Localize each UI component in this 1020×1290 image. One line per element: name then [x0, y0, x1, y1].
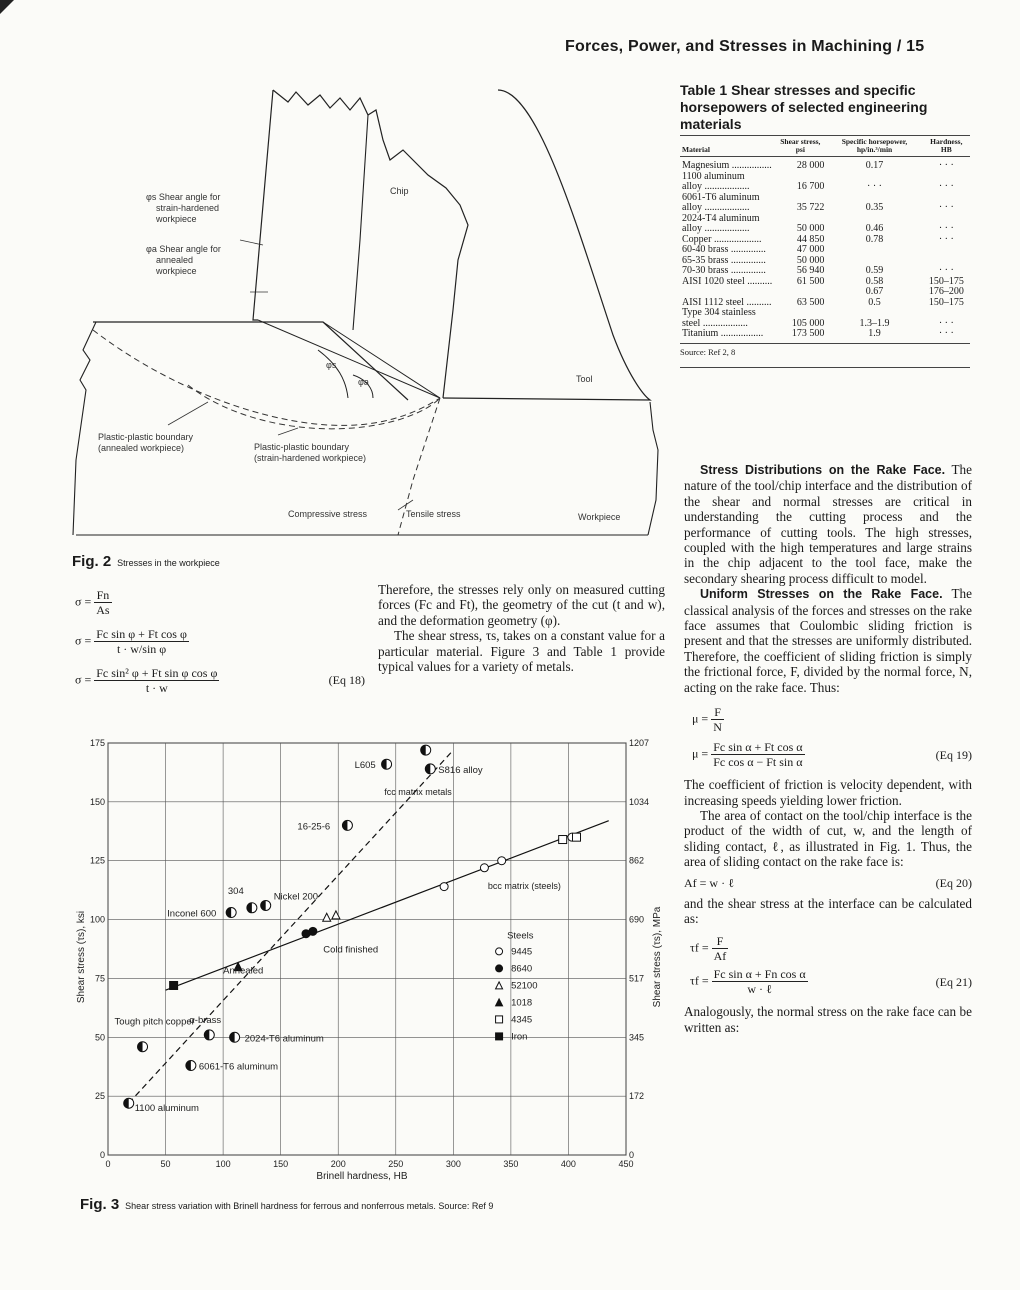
table-cell: 0.67	[865, 286, 884, 297]
legend-title: Steels	[507, 930, 534, 942]
mid-para-2: The shear stress, τs, takes on a constant value for a particular material. Figure 3 and Table 1 provide typical values for a variety of metals.	[378, 628, 665, 675]
eq19-tag: (Eq 19)	[935, 748, 972, 763]
chart-labels	[115, 760, 561, 1114]
table-cell: 65-35 brass ..............	[682, 254, 766, 266]
table-cell: 2024-T4 aluminum	[682, 212, 760, 224]
table-cell	[680, 287, 774, 298]
table1-header-shear: Shear stress, psi	[780, 137, 821, 154]
para-shear-interface: and the shear stress at the interface can be calculated as:	[684, 895, 972, 926]
table-cell: 61 500	[796, 275, 825, 287]
label-tensile: Tensile stress	[406, 509, 461, 519]
table-cell: 28 000	[796, 160, 825, 171]
data-point	[170, 981, 178, 989]
table-cell: 50 000	[796, 223, 825, 234]
table1-header-material: Material	[682, 145, 710, 154]
label-phi-a-mark: φa	[358, 377, 369, 387]
table-cell: 60-40 brass ..............	[682, 244, 766, 255]
data-point	[204, 1030, 209, 1040]
table-cell: 173 500	[791, 328, 825, 339]
table-cell: 105 000	[791, 317, 825, 329]
fig3-chart	[70, 735, 663, 1185]
table-cell: 0.46	[865, 223, 884, 234]
table-row	[680, 203, 970, 214]
eq18-l1-den: As	[96, 603, 110, 617]
chip-outline	[273, 90, 468, 398]
eq19b-num: Fc sin α + Ft cos α	[713, 740, 803, 755]
y2-tick-label: 172	[629, 1091, 645, 1102]
eq21b-num: Fc sin α + Fn cos α	[713, 967, 806, 982]
y2-tick-label: 0	[629, 1150, 635, 1160]
table-cell: 70-30 brass ..............	[682, 265, 766, 276]
table-row	[680, 245, 970, 256]
table-cell: · · ·	[938, 181, 954, 192]
table-cell: AISI 1020 steel ..........	[682, 275, 773, 287]
legend-marker	[496, 1033, 503, 1040]
y2-tick-label: 517	[629, 973, 645, 984]
tool-outline	[443, 90, 650, 400]
fig3-caption-text: Shear stress variation with Brinell hardness for ferrous and nonferrous metals. Source: Ref 9	[125, 1201, 494, 1211]
fig2-caption-text: Stresses in the workpiece	[117, 558, 220, 568]
table1-header-hp: Specific horsepower, hp/in.³/min	[841, 137, 908, 154]
table-cell: · · ·	[938, 160, 954, 171]
data-point	[382, 759, 387, 769]
material-label: 16-25-6	[297, 821, 331, 833]
data-point	[421, 745, 426, 755]
material-label: 2024-T6 aluminum	[244, 1033, 324, 1045]
legend-marker	[496, 965, 503, 972]
boundary-strain	[188, 385, 440, 429]
annotation-label: Cold finished	[323, 944, 379, 956]
x-tick-label: 0	[105, 1159, 111, 1169]
table-cell: · · ·	[938, 328, 954, 339]
data-point	[138, 1042, 143, 1052]
data-point	[480, 864, 488, 872]
material-label: 6061-T6 aluminum	[198, 1061, 279, 1073]
table-cell: 63 500	[796, 296, 825, 308]
chart-fit-lines	[129, 750, 609, 1103]
mid-paragraph	[378, 582, 665, 674]
fig2-caption-num: Fig. 2	[72, 553, 112, 570]
x-tick-label: 350	[503, 1159, 519, 1169]
label-phi-s: φs Shear angle for strain-hardened workpiece	[146, 192, 221, 224]
table-cell: 0.5	[868, 296, 881, 308]
page-corner-mark	[0, 0, 14, 14]
eq21-tag: (Eq 21)	[935, 975, 972, 990]
para-contact-area: The area of contact on the tool/chip interface is the product of the width of cut, w, and the length of sliding contact, ℓ, as illustrated in Fig. 1. Thus, the area of sliding contact on the rake face is:	[684, 807, 972, 870]
heading-uniform-stresses: Uniform Stresses on the Rake Face.	[700, 587, 943, 602]
table-cell: Copper ...................	[682, 233, 762, 245]
table-row	[680, 266, 970, 277]
table-cell	[826, 308, 922, 319]
y2-tick-label: 1034	[629, 796, 650, 807]
para-stress-distributions: The nature of the tool/chip interface and the distribution of the shear and normal stresses are critical in understanding the cutting process and the performance of cutting tools. The high stresses, coupled with the high temperatures and large strains in the chip adjacent to the tool face, make the secondary shearing process difficult to model.	[684, 462, 972, 586]
eq19a-num: F	[711, 705, 724, 720]
fit-line	[129, 750, 454, 1103]
eq18-l3-den: t · w	[145, 681, 168, 695]
table-cell: · · ·	[938, 202, 954, 213]
eq19a-den: N	[713, 720, 722, 735]
table-cell: · · ·	[938, 223, 954, 234]
legend-label: 1018	[511, 997, 533, 1009]
table-cell: steel ..................	[682, 317, 748, 329]
table-cell: 56 940	[796, 265, 825, 276]
eq18-block	[75, 588, 365, 695]
label-phi-s-mark: φs	[326, 360, 337, 370]
workpiece-right-edge	[648, 402, 658, 535]
legend-marker	[496, 999, 503, 1006]
x-tick-label: 200	[330, 1159, 346, 1169]
eq18-l3-lhs: σ =	[75, 672, 92, 687]
material-label: Nickel 200	[273, 891, 319, 903]
y2-tick-label: 862	[629, 855, 645, 866]
boundary-annealed	[93, 330, 440, 425]
table-cell: Type 304 stainless	[682, 307, 756, 318]
material-label: 1100 aluminum	[134, 1103, 199, 1115]
line-label: fcc matrix metals	[384, 786, 452, 797]
legend-label: 8640	[511, 963, 533, 975]
table-cell: 150–175	[928, 275, 964, 287]
label-phi-a: φa Shear angle for annealed workpiece	[146, 244, 221, 276]
table-cell: Titanium .................	[682, 328, 764, 339]
table-cell: alloy ..................	[682, 223, 750, 234]
table1	[680, 138, 970, 368]
table-cell: 0.58	[865, 275, 884, 287]
label-pp-strain: Plastic-plastic boundary (strain-hardened workpiece)	[254, 442, 367, 463]
table-cell: 0.59	[865, 265, 884, 276]
material-label: α-brass	[189, 1014, 222, 1026]
label-workpiece: Workpiece	[578, 512, 621, 522]
table-cell: 16 700	[796, 181, 825, 192]
fig2-caption	[72, 553, 220, 570]
table-cell: 1100 aluminum	[682, 170, 745, 182]
table-row	[680, 161, 970, 172]
table-cell: alloy ..................	[682, 181, 750, 192]
right-column	[684, 462, 972, 1035]
data-point	[186, 1061, 191, 1071]
eq21b-lhs: τf =	[690, 973, 709, 988]
eq18-l3-num: Fc sin² φ + Ft sin φ cos φ	[96, 666, 218, 680]
table-cell: 0.35	[865, 202, 884, 213]
line-label: bcc matrix (steels)	[487, 880, 561, 891]
legend-label: 9445	[511, 946, 533, 958]
table-row	[680, 329, 970, 340]
table-cell	[923, 245, 970, 256]
eq20-tag: (Eq 20)	[935, 875, 972, 890]
eq19b-lhs: μ =	[692, 746, 709, 761]
table-row	[680, 182, 970, 193]
y-tick-label: 100	[89, 914, 105, 925]
table-cell: 6061-T6 aluminum	[682, 191, 760, 203]
y2-tick-label: 1207	[629, 738, 650, 748]
y-tick-label: 125	[89, 855, 105, 866]
material-label: 304	[227, 885, 244, 897]
fig3-caption-num: Fig. 3	[80, 1196, 120, 1213]
surface-back	[73, 322, 96, 535]
table-cell: Magnesium ................	[682, 160, 772, 171]
table-cell: · · ·	[938, 317, 954, 329]
data-point	[323, 913, 331, 921]
data-point	[425, 764, 430, 774]
table-row	[680, 224, 970, 235]
table-cell: alloy ..................	[682, 202, 750, 213]
table-cell: 176–200	[928, 286, 964, 297]
table-row	[680, 308, 970, 319]
data-point	[342, 820, 347, 830]
table-cell: 0.78	[865, 233, 884, 245]
x-tick-label: 150	[273, 1159, 289, 1169]
y-tick-label: 75	[94, 973, 105, 984]
table-cell	[826, 245, 922, 256]
y-tick-label: 150	[89, 796, 105, 807]
para-uniform-stresses: The classical analysis of the forces and stresses on the rake face assumes that Coulombic sliding friction is present and that the stresses are uniformly distributed. Therefore, the coefficient of sliding friction is simply the frictional force, F, divided by the normal force, N, acting on the rake face. Thus:	[684, 586, 972, 695]
legend-label: Iron	[511, 1031, 528, 1043]
data-point	[261, 900, 266, 910]
table-cell: 47 000	[796, 244, 825, 255]
data-point	[559, 836, 567, 844]
x-tick-label: 50	[160, 1159, 171, 1169]
table-cell: · · ·	[938, 233, 954, 245]
y-tick-label: 25	[94, 1091, 105, 1102]
material-label: Inconel 600	[167, 908, 217, 920]
eq21a-lhs: τf =	[690, 940, 709, 955]
material-label: Tough pitch copper	[114, 1016, 195, 1028]
para-friction-velocity: The coefficient of friction is velocity dependent, with increasing speeds yielding lower friction.	[684, 777, 972, 808]
running-header: Forces, Power, and Stresses in Machining / 15	[565, 38, 925, 55]
eq21b-den: w · ℓ	[747, 982, 772, 997]
eq18-l1-lhs: σ =	[75, 594, 92, 609]
y2-tick-label: 345	[629, 1032, 645, 1043]
legend-marker	[496, 982, 503, 989]
eq19b-den: Fc cos α − Ft sin α	[713, 755, 803, 770]
chart-xlabel: Brinell hardness, HB	[316, 1171, 408, 1182]
chip-edge	[253, 90, 273, 320]
label-tool: Tool	[576, 374, 593, 384]
data-point	[124, 1098, 129, 1108]
x-tick-label: 100	[215, 1159, 231, 1169]
table-cell: 35 722	[796, 202, 825, 213]
eq21a-num: F	[712, 934, 729, 949]
data-point	[573, 833, 581, 841]
y2-tick-label: 690	[629, 914, 645, 925]
table-cell	[774, 308, 826, 319]
legend-label: 4345	[511, 1014, 533, 1026]
data-point	[498, 857, 506, 865]
table-cell: 1.3–1.9	[859, 317, 890, 329]
annotation-label: Annealed	[223, 965, 264, 977]
table1-title: Table 1 Shear stresses and specific horsepowers of selected engineering materials	[680, 82, 928, 132]
legend-label: 52100	[511, 980, 538, 992]
table-cell	[923, 308, 970, 319]
table-row	[680, 277, 970, 288]
eq18-l2-num: Fc sin φ + Ft cos φ	[96, 627, 187, 641]
table-cell: 44 850	[796, 233, 825, 245]
eq18-l2-lhs: σ =	[75, 633, 92, 648]
table1-header-hardness: Hardness, HB	[930, 137, 963, 154]
legend-marker	[496, 1016, 503, 1023]
data-point	[226, 908, 231, 918]
x-tick-label: 300	[445, 1159, 461, 1169]
x-tick-label: 400	[560, 1159, 576, 1169]
table-cell: 150–175	[928, 296, 964, 308]
chip-backside	[353, 115, 368, 330]
y-tick-label: 0	[99, 1150, 105, 1160]
eq18-tag: (Eq 18)	[328, 673, 365, 687]
y-tick-label: 50	[94, 1032, 105, 1043]
chart-ylabel: Shear stress (τs), ksi	[76, 910, 87, 1004]
chart-legend	[496, 930, 538, 1042]
table1-source: Source: Ref 2, 8	[680, 343, 970, 357]
x-tick-label: 450	[618, 1159, 634, 1169]
x-tick-label: 250	[388, 1159, 404, 1169]
table1-body	[680, 161, 970, 340]
data-point	[230, 1032, 235, 1042]
eq19a-lhs: μ =	[692, 711, 709, 726]
y-tick-label: 175	[89, 738, 105, 748]
table-cell: 50 000	[796, 254, 825, 266]
table-cell: 1.9	[868, 328, 881, 339]
work-surface	[93, 322, 408, 400]
eq20: Af = w · ℓ	[684, 875, 734, 890]
fig2-diagram	[68, 80, 663, 545]
table-cell: AISI 1112 steel ..........	[682, 296, 772, 308]
mid-para-1: Therefore, the stresses rely only on measured cutting forces (Fc and Ft), the geometry of the cut (t and w), and the deformation geometry (φ).	[378, 582, 665, 628]
table-row	[680, 287, 970, 298]
eq18-l2-den: t · w/sin φ	[116, 642, 167, 656]
legend-marker	[496, 948, 503, 955]
table-cell	[774, 287, 826, 298]
para-normal-stress: Analogously, the normal stress on the rake face can be written as:	[684, 1004, 972, 1035]
fig3-caption	[80, 1196, 493, 1213]
data-point	[309, 927, 317, 935]
eq18-l1-num: Fn	[94, 588, 111, 603]
data-point	[332, 911, 340, 919]
heading-stress-distributions: Stress Distributions on the Rake Face.	[700, 463, 946, 477]
data-point	[247, 903, 252, 913]
eq21a-den: Af	[713, 949, 727, 964]
table-cell: · · ·	[938, 265, 954, 276]
material-label: S816 alloy	[438, 764, 483, 776]
table-cell: · · ·	[867, 181, 882, 192]
material-label: L605	[354, 760, 376, 772]
data-point	[440, 883, 448, 891]
table-cell: 0.17	[865, 160, 884, 171]
chart-y2label: Shear stress (τs), MPa	[652, 906, 663, 1008]
label-pp-annealed: Plastic-plastic boundary (annealed workpiece)	[98, 432, 194, 453]
label-chip: Chip	[390, 186, 409, 196]
chart-points	[124, 745, 581, 1108]
label-compressive: Compressive stress	[288, 509, 368, 519]
